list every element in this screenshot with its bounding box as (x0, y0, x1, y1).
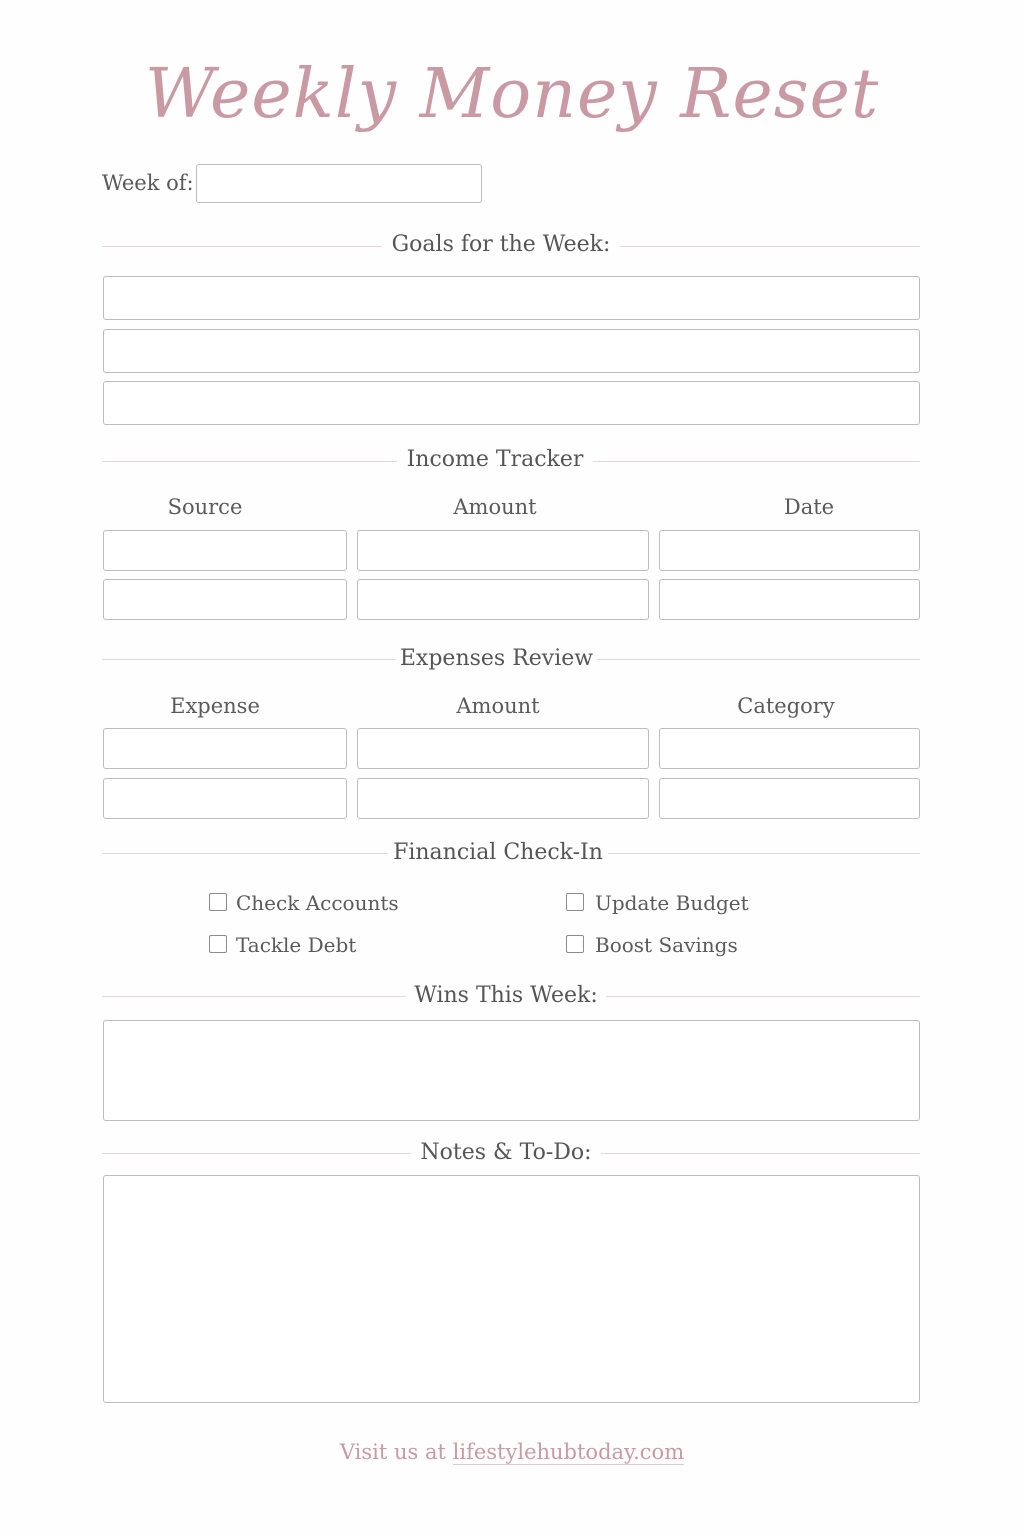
notes-section-title: Notes & To-Do: (411, 1140, 601, 1165)
expense-category-field[interactable] (659, 728, 920, 769)
page-title: Weekly Money Reset (144, 55, 880, 134)
expense-amount-field[interactable] (357, 778, 649, 819)
check-accounts-label: Check Accounts (236, 891, 399, 915)
goal-field-1[interactable] (103, 276, 920, 320)
expenses-col-expense: Expense (170, 694, 260, 718)
tackle-debt-checkbox[interactable] (209, 935, 227, 953)
update-budget-label: Update Budget (595, 891, 749, 915)
notes-field[interactable] (103, 1175, 920, 1403)
footer (0, 1440, 1024, 1464)
income-date-field[interactable] (659, 530, 920, 571)
boost-savings-checkbox[interactable] (566, 935, 584, 953)
checkin-section-title: Financial Check-In (388, 840, 608, 865)
income-col-amount: Amount (453, 495, 537, 519)
boost-savings-label: Boost Savings (595, 933, 738, 957)
tackle-debt-label: Tackle Debt (236, 933, 357, 957)
income-source-field[interactable] (103, 579, 347, 620)
wins-section-title: Wins This Week: (406, 983, 606, 1008)
income-amount-field[interactable] (357, 579, 649, 620)
expense-category-field[interactable] (659, 778, 920, 819)
expenses-col-category: Category (737, 694, 835, 718)
income-section-title: Income Tracker (397, 447, 593, 472)
goal-field-3[interactable] (103, 381, 920, 425)
expenses-section-title: Expenses Review (396, 646, 597, 671)
wins-field[interactable] (103, 1020, 920, 1121)
income-amount-field[interactable] (357, 530, 649, 571)
expense-amount-field[interactable] (357, 728, 649, 769)
income-col-date: Date (783, 495, 835, 519)
expenses-col-amount: Amount (456, 694, 540, 718)
expense-name-field[interactable] (103, 778, 347, 819)
goals-section-title: Goals for the Week: (382, 232, 620, 257)
footer-prefix: Visit us at (339, 1440, 446, 1464)
update-budget-checkbox[interactable] (566, 893, 584, 911)
expense-name-field[interactable] (103, 728, 347, 769)
week-of-label: Week of: (102, 171, 194, 195)
income-date-field[interactable] (659, 579, 920, 620)
income-col-source: Source (167, 495, 243, 519)
week-of-field[interactable] (196, 164, 482, 203)
income-source-field[interactable] (103, 530, 347, 571)
check-accounts-checkbox[interactable] (209, 893, 227, 911)
goal-field-2[interactable] (103, 329, 920, 373)
website-link[interactable]: lifestylehubtoday.com (452, 1440, 685, 1464)
